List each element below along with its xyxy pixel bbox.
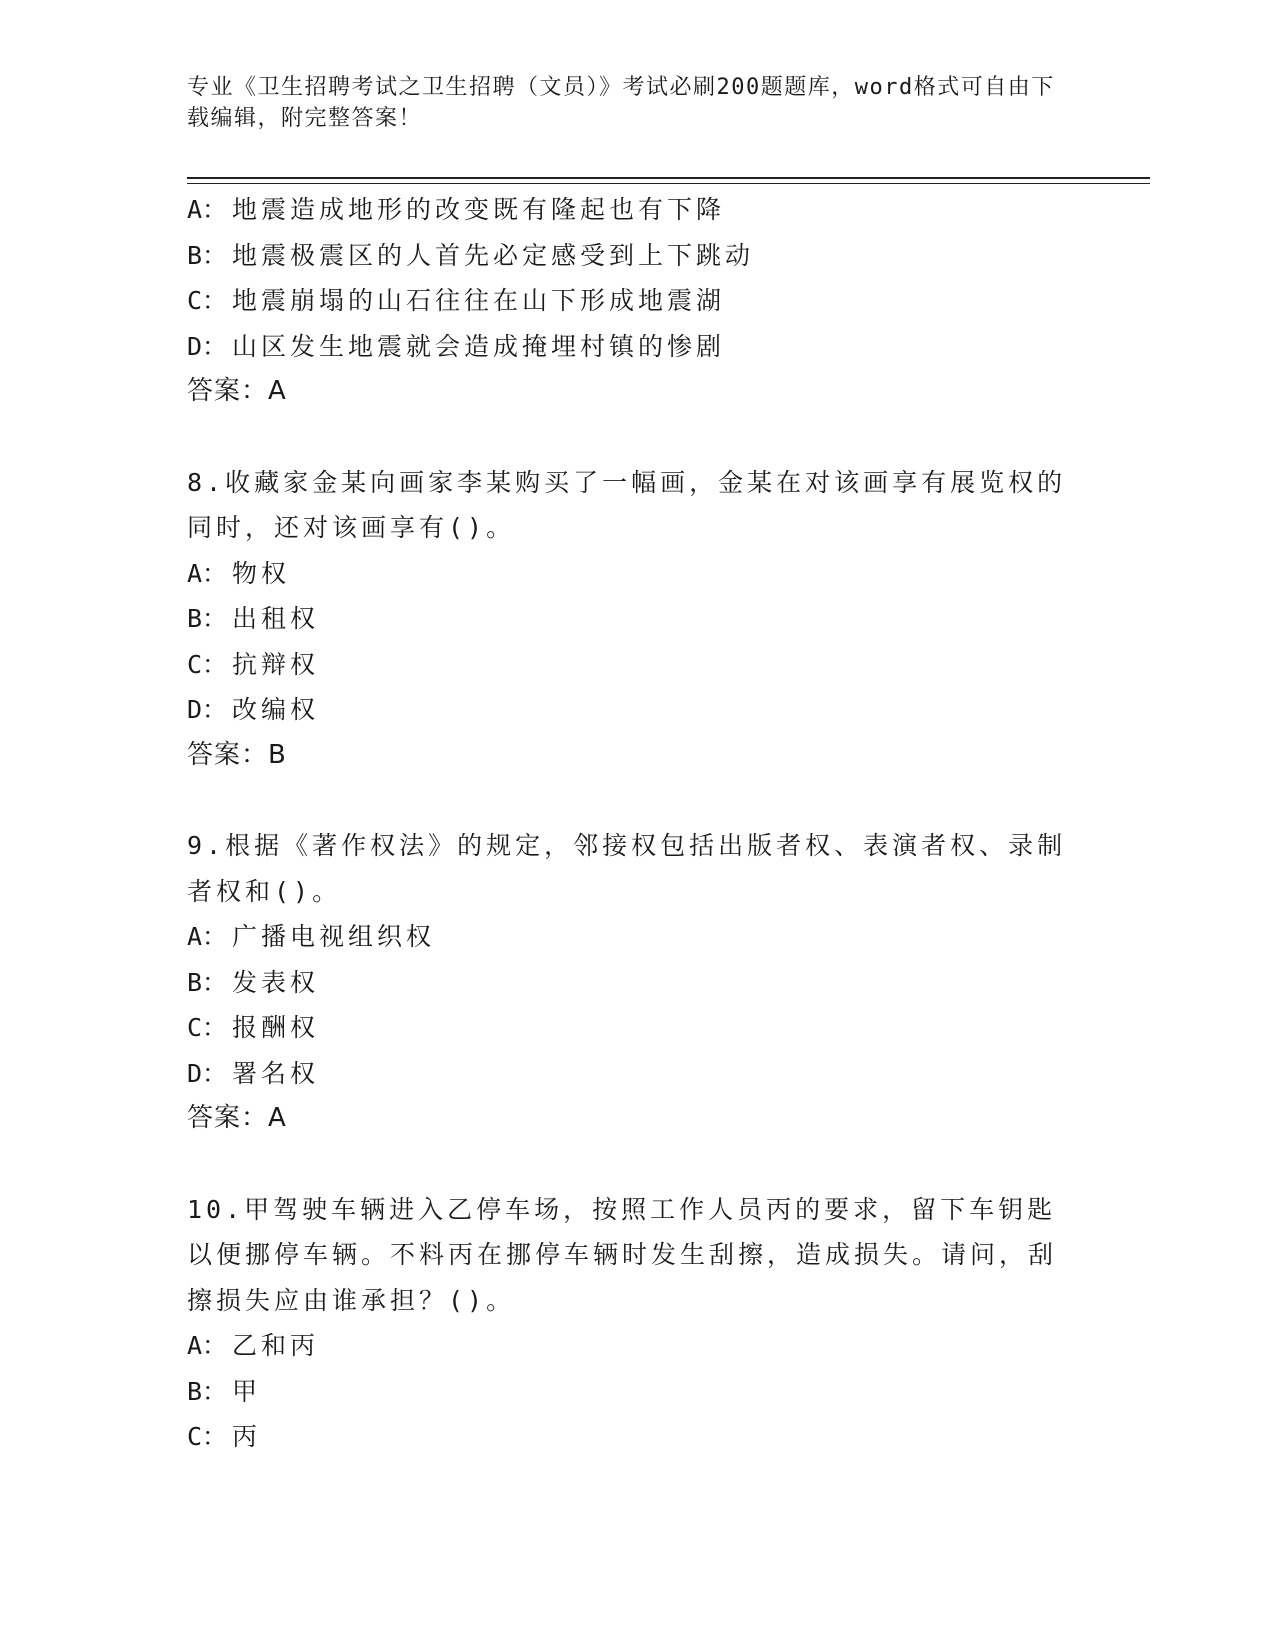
- option-b: B： 甲: [187, 1376, 262, 1406]
- question-stem: 9.根据《著作权法》的规定，邻接权包括出版者权、表演者权、录制者权和()。: [187, 831, 1067, 906]
- answer: 答案：A: [187, 376, 287, 406]
- document-header: 专业《卫生招聘考试之卫生招聘（文员）》考试必刷200题题库，word格式可自由下载编辑，附完整答案！: [187, 75, 1055, 131]
- option-b: B： 地震极震区的人首先必定感受到上下跳动: [187, 240, 755, 270]
- answer: 答案：B: [187, 739, 287, 770]
- header-divider-thin: [187, 183, 1150, 184]
- option-c: C： 抗辩权: [187, 649, 320, 679]
- header-divider-thick: [187, 177, 1150, 179]
- option-d: D： 署名权: [187, 1058, 320, 1088]
- question-7-continued: [187, 187, 1087, 415]
- option-a: A： 地震造成地形的改变既有隆起也有下降: [187, 195, 726, 224]
- option-c: C： 丙: [187, 1422, 262, 1451]
- question-stem: 10.甲驾驶车辆进入乙停车场，按照工作人员丙的要求，留下车钥匙以便挪停车辆。不料丙在挪停车辆时发生刮擦，造成损失。请问，刮擦损失应由谁承担？()。: [187, 1194, 1058, 1315]
- answer: 答案：A: [187, 1103, 287, 1133]
- option-b: B： 出租权: [187, 604, 320, 633]
- option-d: D： 山区发生地震就会造成掩埋村镇的惨剧: [187, 331, 726, 361]
- option-d: D： 改编权: [187, 695, 320, 724]
- option-b: B： 发表权: [187, 967, 320, 997]
- option-a: A： 广播电视组织权: [187, 922, 436, 951]
- option-a: A： 乙和丙: [187, 1331, 320, 1360]
- question-10: [187, 1187, 1087, 1460]
- option-a: A： 物权: [187, 558, 291, 588]
- question-9: [187, 823, 1087, 1142]
- question-stem: 8.收藏家金某向画家李某购买了一幅画，金某在对该画享有展览权的同时，还对该画享有()。: [187, 467, 1067, 542]
- option-c: C： 地震崩塌的山石往往在山下形成地震湖: [187, 286, 726, 315]
- question-8: [187, 460, 1087, 779]
- option-c: C： 报酬权: [187, 1013, 320, 1042]
- question-list: [187, 187, 1087, 1460]
